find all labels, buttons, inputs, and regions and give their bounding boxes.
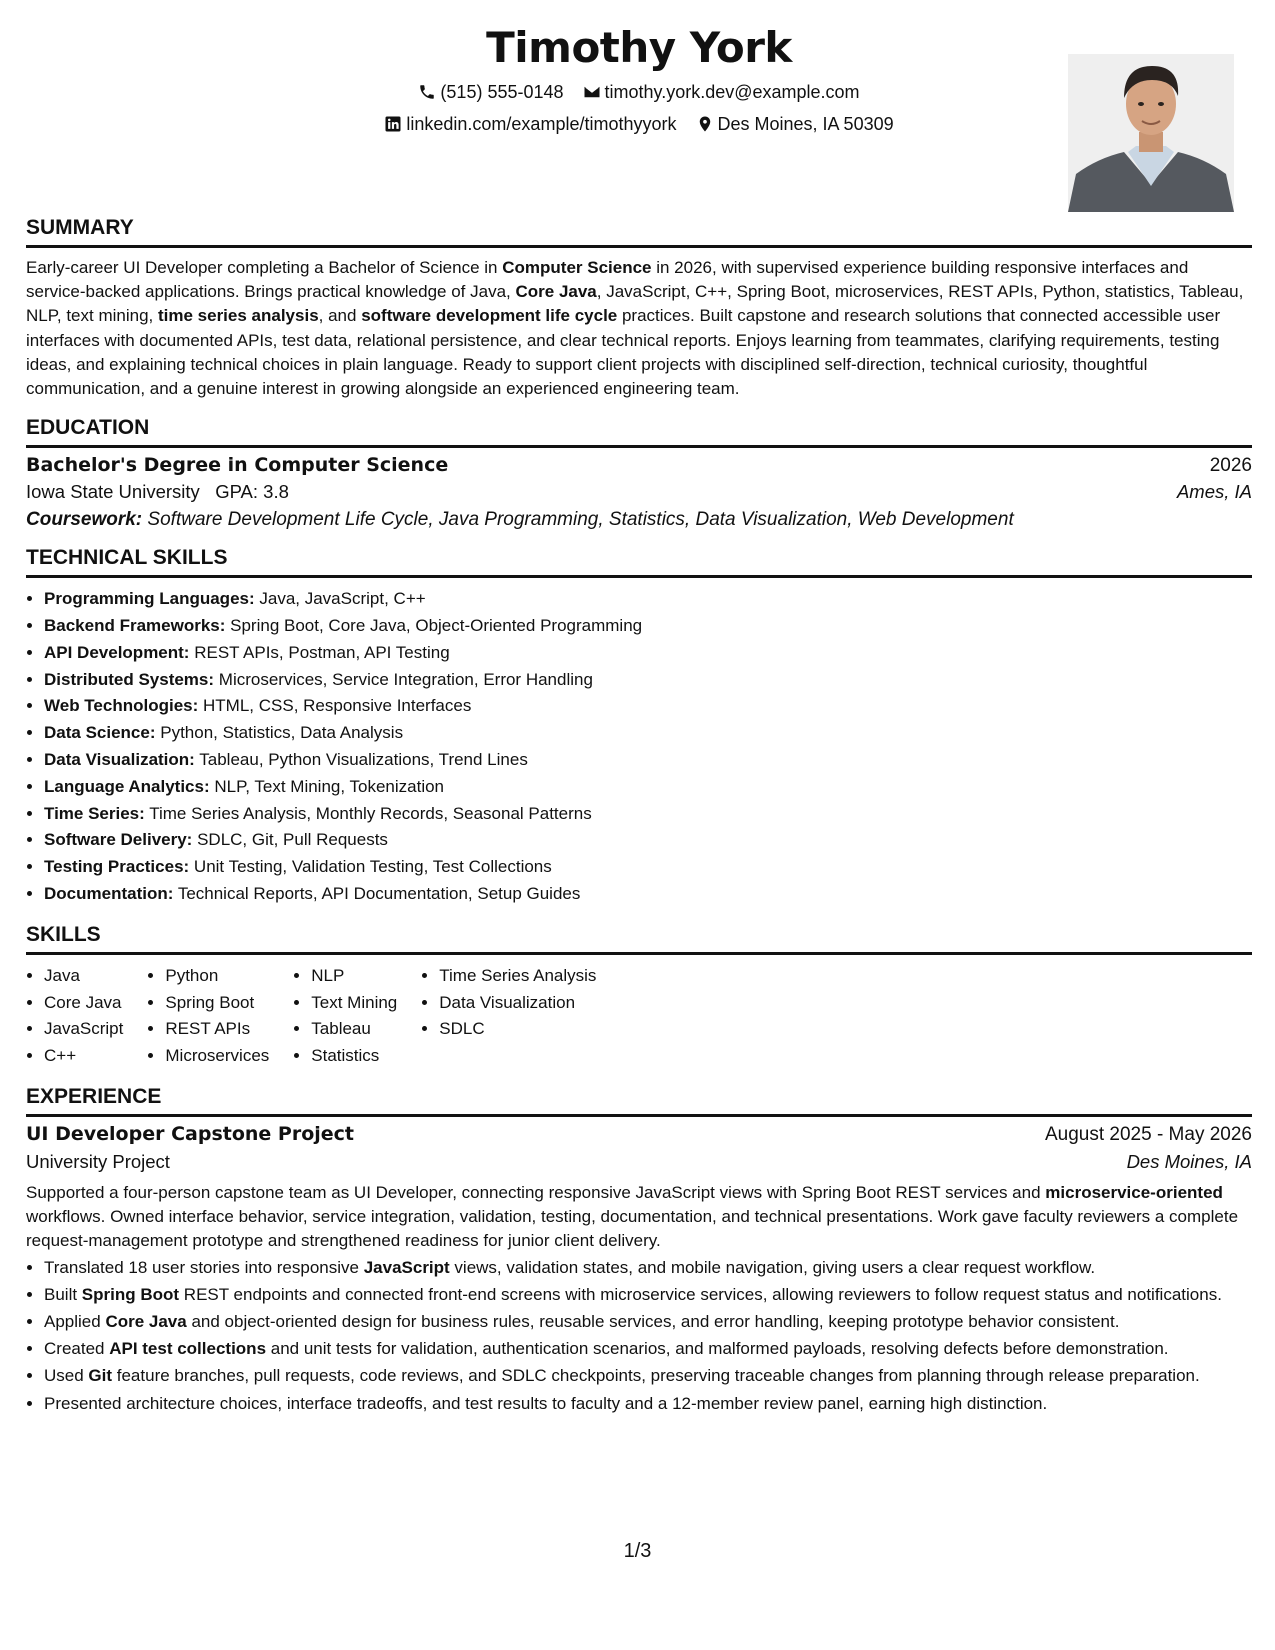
bullet-text: Created xyxy=(44,1339,110,1359)
job-dates: August 2025 - May 2026 xyxy=(1044,1123,1252,1145)
bullet-text: Applied xyxy=(44,1311,106,1331)
experience-section xyxy=(26,1084,1252,1416)
summary-bold: Core Java xyxy=(515,282,597,302)
school-name: Iowa State University xyxy=(26,481,200,503)
list-item: • C++ xyxy=(44,1043,123,1070)
skill-category: API Development: xyxy=(44,642,190,662)
candidate-name: Timothy York xyxy=(486,23,792,72)
resume-page xyxy=(26,0,1252,1650)
coursework xyxy=(26,509,1252,531)
experience-org-row xyxy=(26,1151,1252,1173)
list-item xyxy=(44,1310,1252,1334)
profile-photo xyxy=(1068,54,1234,212)
job-description xyxy=(26,1181,1252,1254)
list-item xyxy=(44,586,1252,613)
resume-header xyxy=(26,0,1252,215)
skill-values: Unit Testing, Validation Testing, Test Collections xyxy=(193,857,552,877)
skill-category: Data Science: xyxy=(44,723,156,743)
skills-column xyxy=(26,963,123,1070)
bullet-text: and unit tests for validation, authentication scenarios, and malformed payloads, resolving defects before demonstration. xyxy=(266,1339,1169,1359)
linkedin-icon xyxy=(384,115,402,133)
skill-category: Programming Languages: xyxy=(44,589,255,609)
page-number: 1/3 xyxy=(623,1540,652,1562)
bullet-text: Used xyxy=(44,1366,89,1386)
education-school-row xyxy=(26,481,1252,503)
summary-part: , JavaScript, C++, Spring Boot, microservices, REST APIs, Python, statistics, Tableau, NLP, text mining, xyxy=(26,282,1244,326)
skill-category: Language Analytics: xyxy=(44,776,210,796)
list-item xyxy=(44,640,1252,667)
list-item: • REST APIs xyxy=(165,1016,269,1043)
portrait-image xyxy=(1068,54,1234,212)
list-item: • Python xyxy=(165,963,269,990)
list-item xyxy=(44,854,1252,881)
skills-column xyxy=(147,963,269,1070)
list-item xyxy=(44,747,1252,774)
skills-column xyxy=(421,963,596,1070)
list-item: • Text Mining xyxy=(311,990,397,1017)
skill-values: Time Series Analysis, Monthly Records, Seasonal Patterns xyxy=(149,803,592,823)
education-section xyxy=(26,415,1252,531)
summary-bold: Computer Science xyxy=(502,258,652,277)
linkedin-text: linkedin.com/example/timothyyork xyxy=(406,114,677,134)
list-item: • Core Java xyxy=(44,990,123,1017)
phone-text: (515) 555-0148 xyxy=(440,82,564,102)
bullet-bold: Spring Boot xyxy=(81,1284,180,1304)
list-item xyxy=(44,720,1252,747)
summary-part: , and xyxy=(318,306,362,326)
bullet-text: feature branches, pull requests, code reviews, and SDLC checkpoints, preserving traceable changes from planning through release preparation. xyxy=(112,1366,1200,1386)
map-pin-icon xyxy=(696,115,714,133)
skill-category: Documentation: xyxy=(44,883,174,903)
school-line xyxy=(26,481,289,503)
contact-email[interactable] xyxy=(583,80,860,104)
bullet-text: Presented architecture choices, interface tradeoffs, and test results to faculty and a 12-member review panel, earning high distinction. xyxy=(44,1393,1048,1413)
summary-text xyxy=(26,256,1252,401)
skill-values: Spring Boot, Core Java, Object-Oriented Programming xyxy=(230,616,643,636)
location-text: Des Moines, IA 50309 xyxy=(717,114,894,134)
summary-bold: software development life cycle xyxy=(361,306,618,326)
skill-values: Technical Reports, API Documentation, Setup Guides xyxy=(177,883,581,903)
list-item: • Spring Boot xyxy=(165,990,269,1017)
desc-bold: microservice-oriented xyxy=(1045,1182,1223,1202)
experience-heading: EXPERIENCE xyxy=(26,1084,1252,1117)
list-item: • Java xyxy=(44,963,123,990)
list-item xyxy=(44,881,1252,908)
summary-heading: SUMMARY xyxy=(26,215,1252,248)
bullet-text: Translated 18 user stories into responsive xyxy=(44,1257,364,1277)
contact-phone[interactable] xyxy=(418,80,563,104)
list-item xyxy=(44,827,1252,854)
summary-part: practices. Built capstone and research solutions that connected accessible user interfaces with documented APIs, test data, relational persistence, and clear technical reports. Enjoys learning from teammates, clarifying requirements, testing ideas, and explaining technical choices in plain language. Ready to support client projects with disciplined self-direction, technical curiosity, thoughtful communication, and a genuine interest in growing alongside an experienced engineering team. xyxy=(26,306,1221,399)
job-bullets xyxy=(26,1256,1252,1416)
experience-title-row xyxy=(26,1123,1252,1146)
degree-title: Bachelor's Degree in Computer Science xyxy=(26,454,449,477)
technical-skills-heading: TECHNICAL SKILLS xyxy=(26,545,1252,578)
skill-category: Testing Practices: xyxy=(44,857,190,877)
skill-values: SDLC, Git, Pull Requests xyxy=(197,830,388,850)
list-item xyxy=(44,693,1252,720)
bullet-text: Built xyxy=(44,1284,82,1304)
list-item: • Statistics xyxy=(311,1043,397,1070)
desc-part: Supported a four-person capstone team as UI Developer, connecting responsive JavaScript views with Spring Boot REST services and xyxy=(26,1182,1046,1202)
skill-category: Web Technologies: xyxy=(44,696,199,716)
coursework-label: Coursework: xyxy=(26,509,143,531)
envelope-icon xyxy=(583,83,601,101)
contact-linkedin[interactable] xyxy=(384,112,676,136)
list-item: • Time Series Analysis xyxy=(439,963,596,990)
job-org: University Project xyxy=(26,1150,170,1172)
bullet-text: and object-oriented design for business rules, reusable services, and error handling, keeping prototype behavior consistent. xyxy=(186,1311,1120,1331)
gpa: GPA: 3.8 xyxy=(215,481,289,503)
school-location: Ames, IA xyxy=(1176,481,1252,503)
bullet-text: views, validation states, and mobile navigation, giving users a clear request workflow. xyxy=(449,1257,1096,1277)
skill-values: NLP, Text Mining, Tokenization xyxy=(214,776,445,796)
job-location: Des Moines, IA xyxy=(1126,1150,1252,1172)
skill-values: Python, Statistics, Data Analysis xyxy=(160,723,404,743)
list-item: • Tableau xyxy=(311,1016,397,1043)
skill-category: Backend Frameworks: xyxy=(44,616,226,636)
list-item xyxy=(44,774,1252,801)
bullet-bold: API test collections xyxy=(109,1339,267,1359)
degree-year: 2026 xyxy=(1209,455,1252,477)
list-item xyxy=(44,1364,1252,1388)
coursework-list: Software Development Life Cycle, Java Programming, Statistics, Data Visualization, Web Development xyxy=(147,509,1014,531)
summary-bold: time series analysis xyxy=(157,306,319,326)
job-title: UI Developer Capstone Project xyxy=(26,1122,355,1145)
desc-part: workflows. Owned interface behavior, service integration, validation, testing, documentation, and technical presentations. Work gave faculty reviewers a complete request-management prototype and strengthened readiness for junior client delivery. xyxy=(26,1207,1239,1251)
list-item xyxy=(44,1256,1252,1280)
summary-part: in 2026, with supervised experience building responsive interfaces and service-backed applications. Brings practical knowledge of Java, xyxy=(26,258,1189,302)
skills-heading: SKILLS xyxy=(26,922,1252,955)
list-item: • SDLC xyxy=(439,1016,596,1043)
list-item xyxy=(44,613,1252,640)
summary-part: Early-career UI Developer completing a Bachelor of Science in xyxy=(26,258,503,277)
list-item xyxy=(44,667,1252,694)
contact-location xyxy=(696,112,894,136)
list-item xyxy=(44,801,1252,828)
list-item xyxy=(44,1283,1252,1307)
list-item xyxy=(44,1392,1252,1416)
bullet-text: REST endpoints and connected front-end screens with microservice services, allowing reviewers to follow request status and notifications. xyxy=(179,1284,1222,1304)
skills-grid xyxy=(26,963,1252,1070)
bullet-bold: Core Java xyxy=(105,1311,187,1331)
skill-values: Java, JavaScript, C++ xyxy=(259,589,426,609)
skills-section xyxy=(26,922,1252,1070)
phone-icon xyxy=(418,83,436,101)
email-text: timothy.york.dev@example.com xyxy=(604,82,860,102)
education-degree-row xyxy=(26,454,1252,477)
skill-category: Time Series: xyxy=(44,803,145,823)
bullet-bold: JavaScript xyxy=(363,1257,450,1277)
list-item xyxy=(44,1337,1252,1361)
list-item: • JavaScript xyxy=(44,1016,123,1043)
skill-values: Microservices, Service Integration, Error Handling xyxy=(218,669,593,689)
technical-skills-section xyxy=(26,545,1252,908)
skill-values: HTML, CSS, Responsive Interfaces xyxy=(203,696,472,716)
list-item: • Data Visualization xyxy=(439,990,596,1017)
skill-category: Software Delivery: xyxy=(44,830,193,850)
skill-category: Distributed Systems: xyxy=(44,669,215,689)
technical-skills-list xyxy=(26,586,1252,908)
list-item: • NLP xyxy=(311,963,397,990)
education-heading: EDUCATION xyxy=(26,415,1252,448)
skill-values: Tableau, Python Visualizations, Trend Lines xyxy=(199,750,528,769)
bullet-bold: Git xyxy=(88,1366,113,1386)
skill-values: REST APIs, Postman, API Testing xyxy=(194,642,450,662)
list-item: • Microservices xyxy=(165,1043,269,1070)
skill-category: Data Visualization: xyxy=(44,750,195,769)
summary-section xyxy=(26,215,1252,401)
skills-column xyxy=(293,963,397,1070)
